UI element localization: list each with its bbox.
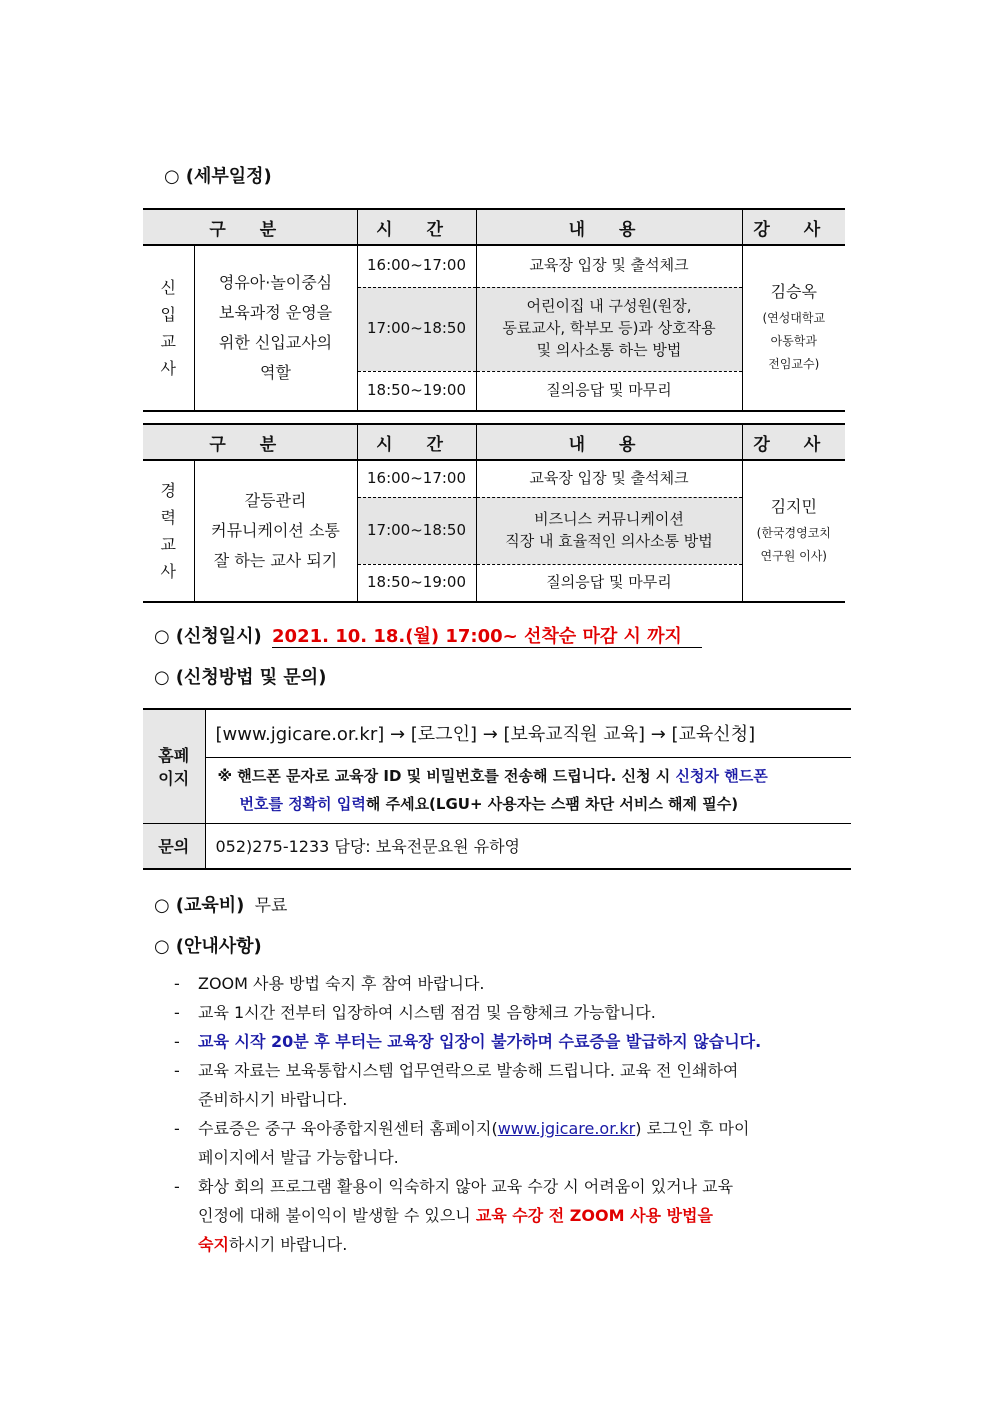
- section-schedule-title: (세부일정): [185, 166, 272, 187]
- content-cell: [476, 287, 742, 371]
- notice-list: [174, 969, 850, 1259]
- header-content: 내 용: [476, 209, 742, 245]
- schedule-header-row: [143, 424, 845, 460]
- notice-line: ) 로그인 후 마이: [635, 1119, 750, 1138]
- notice-line: 페이지에서 발급 가능합니다.: [198, 1148, 399, 1167]
- course-line: 역할: [260, 363, 291, 382]
- homepage-link[interactable]: www.jgicare.or.kr: [497, 1119, 636, 1138]
- instructor-name: 김승옥: [770, 282, 817, 302]
- homepage-label-line: 홈페: [158, 746, 190, 766]
- header-instructor: 강 사: [742, 424, 845, 460]
- notice-text: 교육 1시간 전부터 입장하여 시스템 점검 및 음향체크 가능합니다.: [198, 1003, 656, 1022]
- notice-line: 수료증은 중구 육아종합지원센터 홈페이지(: [198, 1119, 498, 1138]
- course-title-experienced: [194, 460, 357, 602]
- group-label-new: [143, 245, 194, 411]
- notice-text: [198, 1056, 850, 1114]
- sms-notice-text: 해 주세요(LGU+ 사용자는 스팸 차단 서비스 해제 필수): [365, 795, 739, 813]
- content-line: 및 의사소통 하는 방법: [536, 340, 682, 359]
- notice-line: 인정에 대해 불이익이 발생할 수 있으니: [198, 1206, 476, 1225]
- list-item: [174, 969, 850, 998]
- schedule-table-new-teachers: [143, 208, 845, 412]
- group-char: 신: [160, 277, 176, 297]
- section-notice: [154, 932, 262, 958]
- bullet-circle-icon: ○: [154, 895, 170, 916]
- content-line: 어린이집 내 구성원(원장,: [526, 297, 692, 316]
- content-cell: 교육장 입장 및 출석체크: [476, 245, 742, 287]
- course-line: 보육과정 운영을: [218, 303, 333, 322]
- content-cell: 질의응답 및 마무리: [476, 564, 742, 602]
- apply-date-title: (신청일시): [175, 626, 262, 647]
- header-category: 구 분: [143, 209, 357, 245]
- dash-bullet: -: [174, 1061, 180, 1080]
- homepage-path: [www.jgicare.or.kr] → [로그인] → [보육교직원 교육] → [교육신청]: [205, 709, 851, 757]
- sms-notice-highlight: 신청자 핸드폰: [675, 767, 768, 785]
- contact-value: 052)275-1233 담당: 보육전문요원 유하영: [205, 823, 851, 869]
- content-line: 직장 내 효율적인 의사소통 방법: [505, 531, 713, 550]
- content-cell: [476, 497, 742, 564]
- apply-method-title: (신청방법 및 문의): [175, 667, 327, 688]
- notice-line: 하시기 바랍니다.: [228, 1235, 348, 1254]
- fee-title: (교육비): [175, 895, 245, 916]
- list-item: [174, 1172, 850, 1259]
- group-char: 사: [160, 359, 176, 379]
- group-char: 사: [160, 562, 176, 582]
- notice-text: [198, 1172, 850, 1259]
- notice-line: 교육 자료는 보육통합시스템 업무연락으로 발송해 드립니다. 교육 전 인쇄하여: [198, 1061, 739, 1080]
- course-line: 잘 하는 교사 되기: [213, 551, 338, 570]
- section-fee: [154, 891, 287, 917]
- bullet-circle-icon: ○: [164, 166, 180, 187]
- section-apply-method: [154, 663, 326, 689]
- section-schedule-heading: [164, 162, 272, 188]
- notice-text: [198, 1114, 850, 1172]
- dash-bullet: -: [174, 974, 180, 993]
- header-time: 시 간: [357, 209, 476, 245]
- header-content: 내 용: [476, 424, 742, 460]
- time-cell: 16:00~17:00: [357, 460, 476, 497]
- content-cell: 교육장 입장 및 출석체크: [476, 460, 742, 497]
- notice-text-emphasis: 교육 시작 20분 후 부터는 교육장 입장이 불가하며 수료증을 발급하지 않습니다.: [198, 1032, 762, 1051]
- time-cell: 18:50~19:00: [357, 564, 476, 602]
- list-item: [174, 1114, 850, 1172]
- schedule-table-experienced-teachers: [143, 423, 845, 603]
- time-cell: 16:00~17:00: [357, 245, 476, 287]
- time-cell: 17:00~18:50: [357, 497, 476, 564]
- content-line: 비즈니스 커뮤니케이션: [534, 509, 684, 528]
- notice-text: ZOOM 사용 방법 숙지 후 참여 바랍니다.: [198, 974, 485, 993]
- header-time: 시 간: [357, 424, 476, 460]
- instructor-name: 김지민: [770, 496, 817, 516]
- table-row: [143, 460, 845, 497]
- instructor-affiliation: 연구원 이사): [760, 548, 827, 563]
- group-char: 력: [160, 507, 176, 527]
- time-cell: 17:00~18:50: [357, 287, 476, 371]
- table-row: [143, 709, 851, 757]
- bullet-circle-icon: ○: [154, 667, 170, 688]
- notice-title: (안내사항): [175, 936, 262, 957]
- sms-notice: [205, 757, 851, 823]
- section-apply-date: [154, 622, 702, 648]
- notice-highlight: 교육 수강 전 ZOOM 사용 방법을: [475, 1206, 713, 1225]
- list-item: [174, 1056, 850, 1114]
- notice-highlight: 숙지: [198, 1235, 229, 1254]
- group-label-experienced: [143, 460, 194, 602]
- bullet-circle-icon: ○: [154, 626, 170, 647]
- sms-notice-highlight: 번호를 정확히 입력: [239, 795, 366, 813]
- content-line: 동료교사, 학부모 등)과 상호작용: [502, 319, 716, 338]
- homepage-label-line: 이지: [158, 769, 190, 789]
- table-row: [143, 823, 851, 869]
- instructor-affiliation: (한국경영코치: [756, 525, 831, 540]
- dash-bullet: -: [174, 1177, 180, 1196]
- sms-notice-text: ※ 핸드폰 문자로 교육장 ID 및 비밀번호를 전송해 드립니다. 신청 시: [217, 767, 676, 785]
- instructor-cell-experienced: [742, 460, 845, 602]
- table-row: [143, 757, 851, 823]
- contact-label: 문의: [143, 823, 205, 869]
- apply-info-table: [143, 708, 851, 870]
- instructor-affiliation: (연성대학교: [762, 311, 826, 326]
- instructor-cell-new: [742, 245, 845, 411]
- notice-line: 화상 회의 프로그램 활용이 익숙하지 않아 교육 수강 시 어려움이 있거나 교육: [198, 1177, 734, 1196]
- group-char: 경: [160, 480, 176, 500]
- group-char: 교: [160, 535, 176, 554]
- apply-date-value: 2021. 10. 18.(월) 17:00~ 선착순 마감 시 까지: [272, 626, 702, 648]
- notice-line: 준비하시기 바랍니다.: [198, 1090, 348, 1109]
- course-title-new: [194, 245, 357, 411]
- course-line: 위한 신입교사의: [218, 333, 333, 352]
- instructor-affiliation: 아동학과: [770, 334, 817, 349]
- list-item: [174, 1027, 850, 1056]
- schedule-header-row: [143, 209, 845, 245]
- content-cell: 질의응답 및 마무리: [476, 371, 742, 411]
- homepage-label: [143, 709, 205, 823]
- header-instructor: 강 사: [742, 209, 845, 245]
- list-item: [174, 998, 850, 1027]
- course-line: 커뮤니케이션 소통: [211, 521, 340, 540]
- dash-bullet: -: [174, 1003, 180, 1022]
- header-category: 구 분: [143, 424, 357, 460]
- instructor-affiliation: 전임교수): [768, 356, 820, 371]
- group-char: 입: [160, 304, 176, 324]
- table-row: [143, 245, 845, 287]
- course-line: 갈등관리: [244, 491, 307, 510]
- fee-value: 무료: [254, 896, 288, 916]
- bullet-circle-icon: ○: [154, 936, 170, 957]
- course-line: 영유아·놀이중심: [218, 273, 333, 292]
- dash-bullet: -: [174, 1119, 180, 1138]
- group-char: 교: [160, 332, 176, 351]
- dash-bullet: -: [174, 1032, 180, 1051]
- time-cell: 18:50~19:00: [357, 371, 476, 411]
